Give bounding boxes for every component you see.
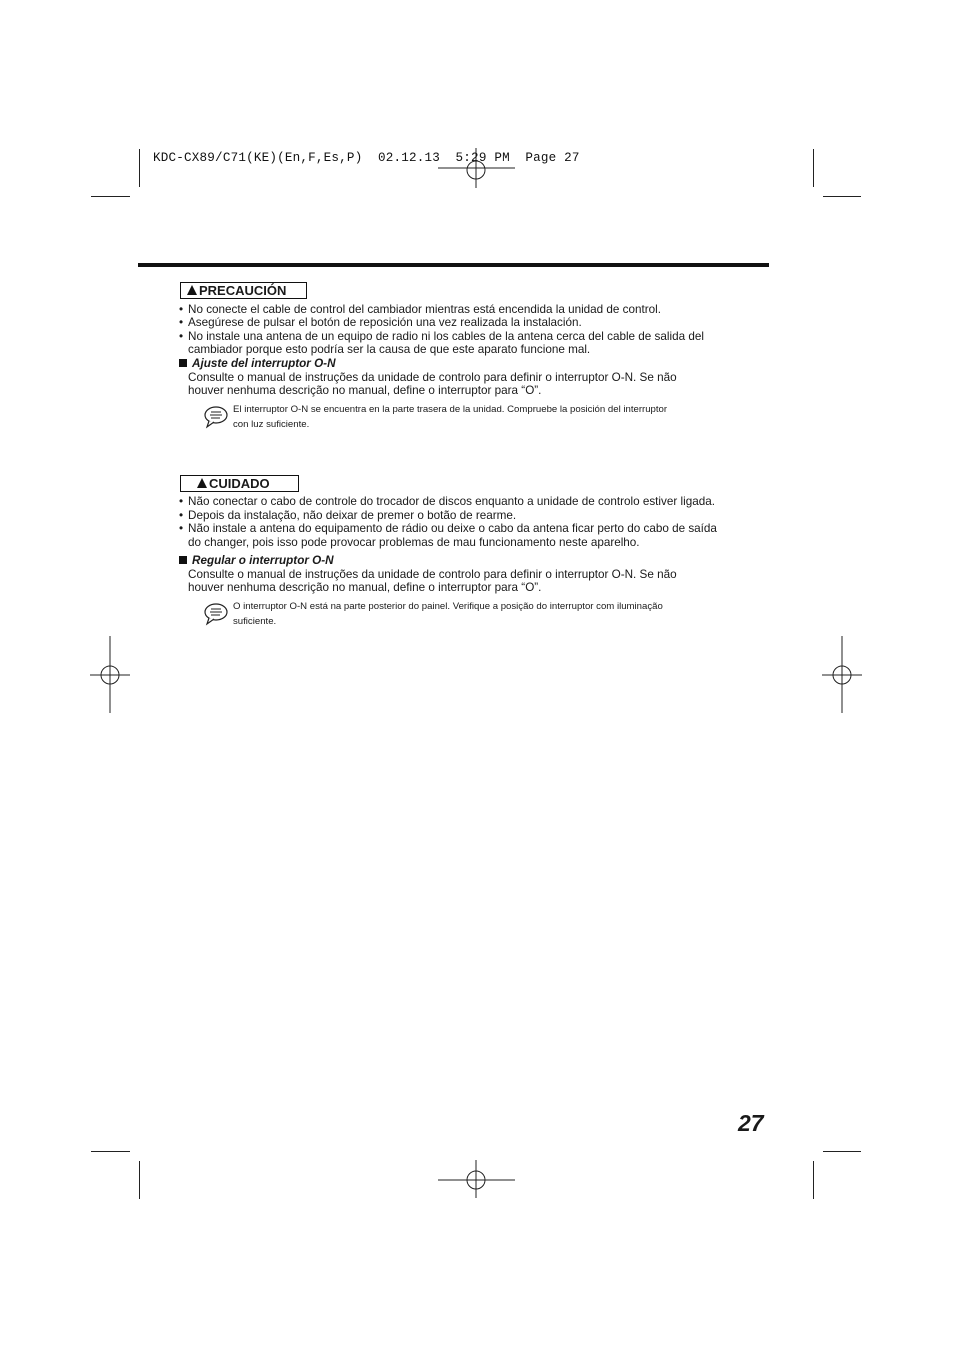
- bullet-dot: •: [179, 495, 184, 508]
- pt-bullet-3-cont: do changer, pois isso pode provocar problemas de mau funcionamento neste aparelho.: [188, 536, 640, 549]
- bullet-dot: •: [179, 509, 184, 522]
- pt-note-2: suficiente.: [233, 616, 277, 627]
- es-body-1: Consulte o manual de instruções da unidade de controlo para definir o interruptor O-N. Se não: [188, 371, 677, 384]
- es-note-2: con luz suficiente.: [233, 419, 310, 430]
- pt-body-2: houver nenhuma descrição no manual, define o interruptor para “O”.: [188, 581, 542, 594]
- es-bullet-3-cont: cambiador porque esto podría ser la causa de que este aparato funcione mal.: [188, 343, 591, 356]
- pt-subheading: [179, 554, 334, 568]
- pt-subheading-text: Regular o interruptor O-N: [192, 554, 334, 567]
- pt-note-1: O interruptor O-N está na parte posterior do painel. Verifique a posição do interruptor com iluminação: [233, 601, 663, 612]
- bullet-dot: •: [179, 522, 184, 535]
- registration-mark-bottom: [437, 1160, 517, 1200]
- bullet-dot: •: [179, 316, 184, 329]
- registration-mark-left: [90, 636, 132, 714]
- es-subheading-text: Ajuste del interruptor O-N: [192, 357, 336, 370]
- warning-triangle-icon: [187, 285, 197, 295]
- bullet-dot: •: [179, 330, 184, 343]
- es-bullet-3: No instale una antena de un equipo de radio ni los cables de la antena cerca del cable de salida del: [188, 330, 704, 343]
- speech-note-icon: [203, 405, 229, 429]
- pt-bullet-2: Depois da instalação, não deixar de premer o botão de rearme.: [188, 509, 517, 522]
- page-number: 27: [738, 1110, 764, 1136]
- pt-bullet-3: Não instale a antena do equipamento de rádio ou deixe o cabo da antena ficar perto do cabo de saída: [188, 522, 717, 535]
- pt-body-1: Consulte o manual de instruções da unidade de controlo para definir o interruptor O-N. Se não: [188, 568, 677, 581]
- warning-triangle-icon: [197, 478, 207, 488]
- es-body-2: houver nenhuma descrição no manual, define o interruptor para “O”.: [188, 384, 542, 397]
- cuidado-text: CUIDADO: [209, 476, 270, 491]
- registration-mark-right: [822, 636, 864, 714]
- precaucion-text: PRECAUCIÓN: [199, 283, 287, 298]
- speech-note-icon: [203, 602, 229, 626]
- precaucion-label: [180, 282, 307, 299]
- pt-bullet-1: Não conectar o cabo de controle do trocador de discos enquanto a unidade de controlo estiver ligada.: [188, 495, 715, 508]
- es-bullet-2: Asegúrese de pulsar el botón de reposición una vez realizada la instalación.: [188, 316, 582, 329]
- top-rule: [138, 263, 769, 267]
- es-subheading: [179, 357, 336, 371]
- square-bullet-icon: [179, 359, 187, 367]
- es-note-1: El interruptor O-N se encuentra en la parte trasera de la unidad. Compruebe la posición del interruptor: [233, 404, 668, 415]
- cuidado-label: [180, 475, 299, 492]
- square-bullet-icon: [179, 556, 187, 564]
- print-slug: KDC-CX89/C71(KE)(En,F,Es,P) 02.12.13 5:29 PM Page 27: [153, 151, 580, 165]
- bullet-dot: •: [179, 303, 184, 316]
- es-bullet-1: No conecte el cable de control del cambiador mientras está encendida la unidad de control.: [188, 303, 661, 316]
